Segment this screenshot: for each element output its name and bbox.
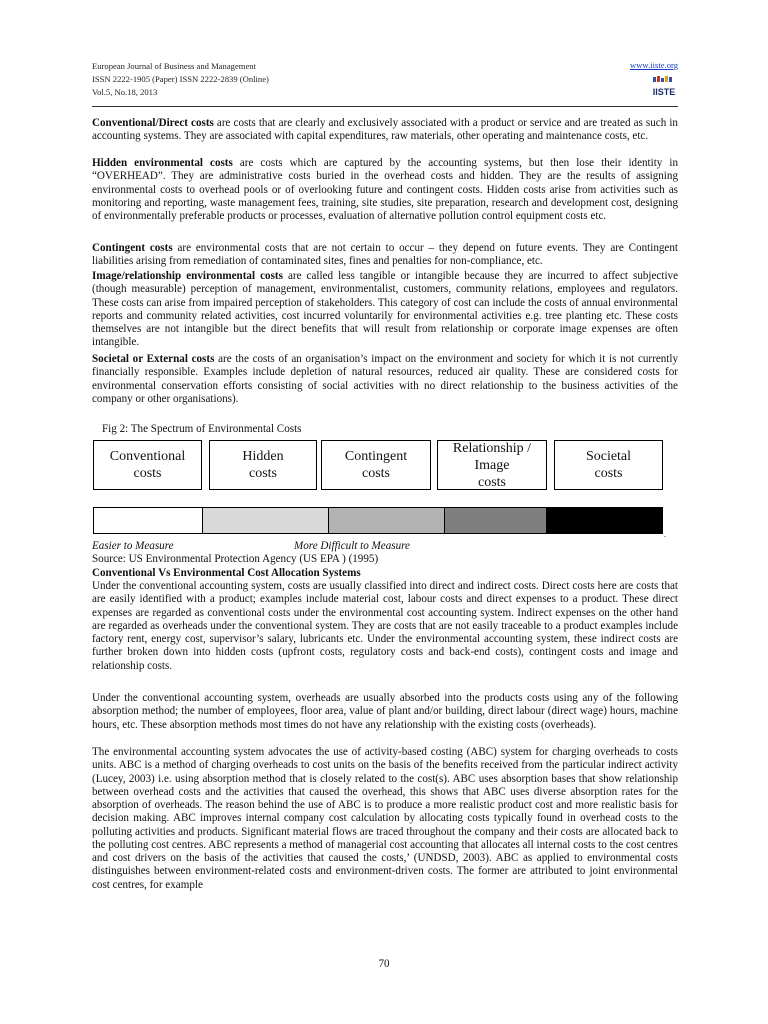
gradient-segment	[94, 508, 203, 533]
iiste-logo-icon	[652, 76, 676, 98]
definition-paragraph	[92, 242, 678, 269]
spectrum-box-label: Contingent	[344, 449, 408, 464]
section-heading: Conventional Vs Environmental Cost Allocation Systems	[92, 567, 361, 579]
body-paragraph: The environmental accounting system advocates the use of activity-based costing (ABC) system for charging overheads to costs units. ABC is a method of charging overheads to cost units on the basis of the benefits received from the particular indirect activity (Lucey, 2003) i.e. using absorption method that is closely related to the cost(s). ABC uses absorption bases that show relationship between overhead costs and the activities that caused the overhead, this shows that ABC uses diverse absorption rates for the absorption of overheads. The reason behind the use of ABC is to produce a more realistic product cost and more realistic basis for decision making. ABC improves internal company cost calculation by allocating costs typically found in overhead costs to the polluting activities and products. Significant material flows are traced throughout the company and their costs are allocated back to the polluting cost centres. ABC represents a method of managerial cost accounting that allocates all internal costs to the cost centres and cost drivers on the basis of the activities that caused the costs,’ (UNDSD, 2003). ABC as applied to environmental costs distinguishes between environment-related costs and environment-driven costs. The former are attributed to joint environmental cost centres, for example	[92, 746, 678, 891]
definition-term: Societal or External costs	[92, 353, 215, 365]
definition-text: are the costs of an organisation’s impact on the environment and society for which it is not currently financially responsible. Examples include depletion of natural resources, reduced air quality. These are considered costs for environmental conservation efforts consisting of social activities with no direct relationship to the business activities of the company or other organisations).	[92, 353, 678, 405]
spectrum-box	[437, 440, 547, 490]
easier-to-measure-label: Easier to Measure	[92, 540, 174, 552]
iiste-logo-text: IISTE	[652, 87, 676, 97]
definition-paragraph	[92, 117, 678, 144]
body-paragraph: Under the conventional accounting system, overheads are usually absorbed into the products costs using any of the following absorption method; the number of employees, floor area, value of plant and/or building, direct labour (direct wage) hours, machine hours, etc. These absorption methods most times do not have any relationship with the existing costs (overheads).	[92, 692, 678, 731]
spectrum-box-label: Relationship /	[452, 440, 532, 456]
definition-text: are costs which are captured by the accounting systems, but then lose their identity in “OVERHEAD”. They are administrative costs buried in the overhead costs and hidden. They are the results of assigning environmental costs to overhead pools or of overlooking future and contingent costs. Hidden costs arise from activities such as monitoring and reporting, waste management fees, training, site studies, site preparation, research and development cost, designing of environmentally preferable products or processes, evaluation of alternative pollution control equipment costs etc.	[92, 157, 679, 222]
definition-text: are environmental costs that are not certain to occur – they depend on future events. They are Contingent liabilities arising from remediation of contaminated sites, fines and penalties for non-compliance, etc.	[92, 242, 678, 268]
definition-term: Contingent costs	[92, 242, 173, 254]
spectrum-box-label: Image	[474, 457, 510, 473]
definition-term: Conventional/Direct costs	[92, 117, 214, 129]
figure-caption: Fig 2: The Spectrum of Environmental Costs	[102, 423, 302, 435]
gradient-segment	[547, 508, 662, 533]
spectrum-box-label: costs	[249, 466, 277, 481]
definition-paragraph	[92, 353, 678, 406]
spectrum-box-label: costs	[133, 466, 162, 481]
spectrum-box	[209, 440, 317, 490]
more-difficult-label: More Difficult to Measure	[294, 540, 410, 552]
spectrum-box	[321, 440, 431, 490]
gradient-segment	[329, 508, 445, 533]
trailing-mark: .	[664, 530, 666, 539]
definition-text: are costs that are clearly and exclusively associated with a product or service and are treated as such in accounting systems. They are associated with capital expenditures, raw materials, other operating and maintenance costs, etc.	[92, 117, 678, 143]
gradient-segment	[203, 508, 329, 533]
spectrum-box	[93, 440, 202, 490]
definition-term: Image/relationship environmental costs	[92, 270, 283, 282]
journal-title: European Journal of Business and Management	[92, 61, 256, 71]
journal-url-link[interactable]: www.iiste.org	[630, 60, 678, 70]
definition-paragraph	[92, 270, 678, 350]
spectrum-box-label: costs	[361, 466, 390, 481]
journal-volume: Vol.5, No.18, 2013	[92, 87, 158, 97]
journal-header-right	[600, 60, 678, 97]
spectrum-box	[554, 440, 663, 490]
body-paragraph: Under the conventional accounting system, costs are usually classified into direct and indirect costs. Direct costs here are costs that are easily identified with a product; examples include material cost, labour costs and direct expenses to a product. These direct expenses are regarded as conventional costs under the environmental cost accounting system. Indirect expenses on the other hand are regarded as overheads under the conventional system. They are costs that are not easily traceable to a product examples include factory rent, energy cost, supervisor’s salary, lubricants etc. Under the environmental accounting system, these indirect costs are further broken down into hidden costs (upfront costs, regulatory costs and back-end costs), contingent costs and image and relationship costs.	[92, 580, 678, 672]
spectrum-box-label: costs	[594, 466, 623, 481]
figure-source: Source: US Environmental Protection Agency (US EPA ) (1995)	[92, 553, 379, 565]
spectrum-box-label: Hidden	[242, 449, 284, 464]
spectrum-box-label: Conventional	[109, 449, 186, 464]
header-divider	[92, 106, 678, 107]
gradient-segment	[445, 508, 547, 533]
journal-header	[92, 60, 269, 99]
spectrum-box-label: Societal	[585, 449, 632, 464]
definition-term: Hidden environmental costs	[92, 157, 233, 169]
definition-text: are called less tangible or intangible because they are incurred to affect subjective (though measurable) perception of management, environmentalist, customers, community relations, employees and regulators. These costs can arise from impaired perception of stakeholders. This category of cost can include the costs of annual environmental reports and community related activities, cost incurred voluntarily for environmental activities e.g. tree planting etc. These costs themselves are not intangible but the direct benefits that will result from relationship or corporate image expenses are often intangible.	[92, 270, 678, 349]
page-number: 70	[378, 958, 390, 970]
spectrum-box-label: costs	[477, 474, 506, 490]
definition-paragraph	[92, 157, 678, 223]
journal-issn: ISSN 2222-1905 (Paper) ISSN 2222-2839 (Online)	[92, 74, 269, 84]
measurability-gradient-bar	[93, 507, 663, 534]
